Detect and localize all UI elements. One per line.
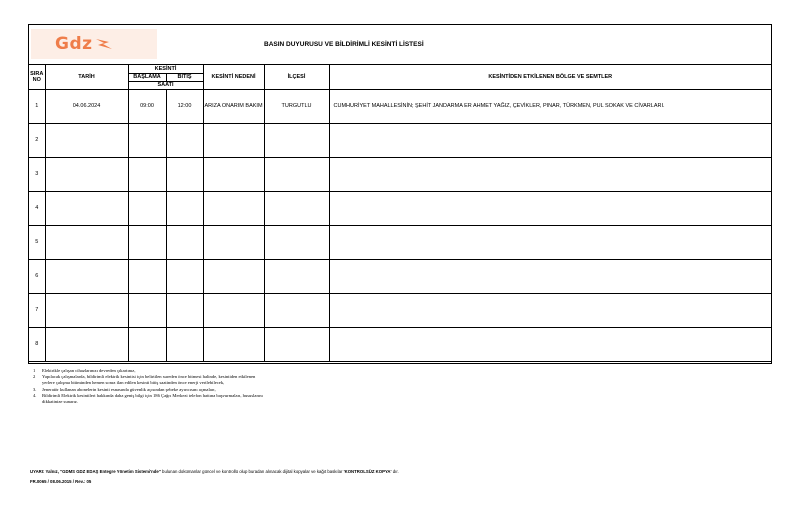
row-bitis: 12:00	[166, 89, 203, 123]
row-baslama: 09:00	[128, 89, 166, 123]
row-number: 5	[29, 225, 45, 259]
row-neden	[203, 259, 264, 293]
row-baslama	[128, 327, 166, 361]
row-tarih	[45, 157, 128, 191]
company-logo	[31, 29, 157, 59]
logo-text: Gdz	[55, 34, 93, 54]
row-ilce	[264, 293, 329, 327]
row-ilce	[264, 157, 329, 191]
row-number: 4	[29, 191, 45, 225]
row-number: 8	[29, 327, 45, 361]
row-neden	[203, 191, 264, 225]
row-baslama	[128, 259, 166, 293]
row-baslama	[128, 225, 166, 259]
row-number: 6	[29, 259, 45, 293]
row-bitis	[166, 225, 203, 259]
row-number: 2	[29, 123, 45, 157]
note-number: 1	[33, 368, 36, 373]
note-text: Jeneratör kullanan abonelerin kesinti esnasında güvenlik açısından şebeke ayırıcısını açmaları,	[42, 386, 216, 392]
row-ilce: TURGUTLU	[264, 89, 329, 123]
row-tarih: 04.06.2024	[45, 89, 128, 123]
header-bitis: BİTİŞ	[166, 73, 203, 81]
warning-copy: 'KONTROLSÜZ KOPYA'	[343, 469, 392, 474]
table-row	[29, 225, 771, 259]
header-baslama: BAŞLAMA	[128, 73, 166, 81]
table-row	[29, 191, 771, 225]
header-sira-no: SIRA NO	[29, 65, 45, 89]
row-tarih	[45, 225, 128, 259]
notes-list	[33, 368, 267, 405]
document-frame	[28, 24, 772, 364]
warning-system: "GDMS GDZ EDAŞ Entegre Yönetim Sistemi'nde"	[60, 469, 161, 474]
row-bolge	[329, 191, 771, 225]
row-bolge	[329, 123, 771, 157]
document-title: BASIN DUYURUSU VE BİLDİRİMLİ KESİNTİ LİSTESİ	[264, 41, 424, 48]
header-tarih: TARİH	[45, 65, 128, 89]
header-etkilenen-bolge: KESİNTİDEN ETKİLENEN BÖLGE VE SEMTLER	[329, 65, 771, 89]
row-bitis	[166, 327, 203, 361]
note-number: 4.	[33, 392, 37, 398]
row-neden: ARIZA ONARIM BAKIM	[203, 89, 264, 123]
row-neden	[203, 327, 264, 361]
row-baslama	[128, 157, 166, 191]
row-baslama	[128, 191, 166, 225]
row-ilce	[264, 259, 329, 293]
row-neden	[203, 225, 264, 259]
row-ilce	[264, 123, 329, 157]
table-row	[29, 293, 771, 327]
row-bitis	[166, 191, 203, 225]
warning-prefix: UYARI: Yalnız,	[30, 469, 61, 474]
row-ilce	[264, 191, 329, 225]
row-number: 3	[29, 157, 45, 191]
row-tarih	[45, 191, 128, 225]
row-ilce	[264, 327, 329, 361]
warning-footer	[30, 469, 399, 474]
warning-suffix: dır.	[391, 469, 399, 474]
row-bolge	[329, 157, 771, 191]
table-row	[29, 123, 771, 157]
row-bolge	[329, 225, 771, 259]
row-neden	[203, 293, 264, 327]
header-saati: SAATİ	[128, 81, 203, 89]
note-number: 2	[33, 374, 36, 380]
list-item	[33, 393, 267, 405]
note-text: Bildirimli Elektrik kesintileri hakkında daha geniş bilgi için 186 Çağrı Merkezi telefon hattına başvurmaları, hususlarını dikkatinize sunarız.	[42, 392, 263, 405]
outage-table	[29, 65, 771, 362]
row-bolge	[329, 259, 771, 293]
table-row	[29, 89, 771, 123]
row-tarih	[45, 259, 128, 293]
row-number: 1	[29, 89, 45, 123]
table-row	[29, 157, 771, 191]
header-ilcesi: İLÇESİ	[264, 65, 329, 89]
header-kesinti-nedeni: KESİNTİ NEDENİ	[203, 65, 264, 89]
row-tarih	[45, 327, 128, 361]
row-bitis	[166, 123, 203, 157]
row-baslama	[128, 293, 166, 327]
row-bitis	[166, 157, 203, 191]
note-text: Elektrikle çalışan cihazlarınızı devreden çıkartınız,	[42, 368, 136, 373]
header-kesinti: KESİNTİ	[128, 65, 203, 73]
warning-middle: bulunan dokümanlar güncel ve kontrollü olup buradan alınacak dijital kopyalar ve kağıt baskılar	[160, 469, 344, 474]
row-tarih	[45, 123, 128, 157]
row-number: 7	[29, 293, 45, 327]
document-header	[29, 25, 771, 65]
row-bitis	[166, 293, 203, 327]
row-bolge	[329, 327, 771, 361]
table-row	[29, 327, 771, 361]
note-number: 3.	[33, 386, 37, 392]
row-neden	[203, 123, 264, 157]
row-ilce	[264, 225, 329, 259]
row-bitis	[166, 259, 203, 293]
form-number: FR.0065 / 08.06.2015 / Rev.: 05	[30, 479, 92, 484]
row-neden	[203, 157, 264, 191]
list-item	[33, 374, 267, 386]
row-tarih	[45, 293, 128, 327]
table-row	[29, 259, 771, 293]
row-baslama	[128, 123, 166, 157]
row-bolge	[329, 293, 771, 327]
logo-lightning-icon	[95, 37, 113, 51]
row-bolge: CUMHURİYET MAHALLESİNİN; ŞEHİT JANDARMA ER AHMET YAĞIZ, ÇEVİKLER, PINAR, TÜRKMEN, PUL SOKAK VE CİVARLARI.	[329, 89, 771, 123]
note-text: Yapılacak çalışmalarda, bildirimli elektrik kesintisi için belirtilen sureden önce bitmesi halinde, kesintiden etkilenen yerlere çalışma bitiminden hemen sonra ilan edilen kesinti bitiş saatinden önce enerji verilebilecek,	[42, 374, 256, 386]
